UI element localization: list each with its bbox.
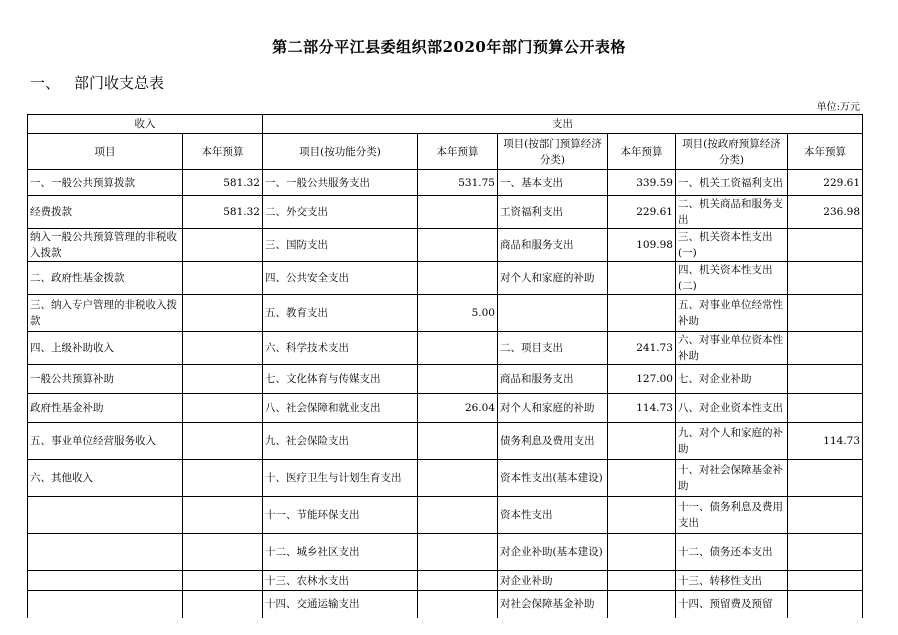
- table-row: [28, 262, 863, 295]
- dept-econ-item-cell: 对社会保障基金补助: [498, 591, 608, 618]
- income-budget-cell: [183, 394, 263, 423]
- income-budget-cell: 581.32: [183, 170, 263, 196]
- function-budget-cell: [418, 497, 498, 534]
- dept-econ-item-cell: 商品和服务支出: [498, 229, 608, 262]
- column-header: 项目: [28, 134, 183, 170]
- column-header: 项目(按政府预算经济分类): [676, 134, 788, 170]
- function-item-cell: 八、社会保障和就业支出: [263, 394, 418, 423]
- dept-econ-item-cell: 对个人和家庭的补助: [498, 394, 608, 423]
- income-item-cell: 政府性基金补助: [28, 394, 183, 423]
- section-heading: [30, 72, 164, 93]
- income-budget-cell: [183, 262, 263, 295]
- gov-econ-budget-cell: [788, 497, 863, 534]
- table-row: [28, 295, 863, 332]
- gov-econ-budget-cell: [788, 460, 863, 497]
- income-budget-cell: [183, 423, 263, 460]
- gov-econ-budget-cell: [788, 591, 863, 618]
- group-header-row: [28, 115, 863, 134]
- income-budget-cell: [183, 497, 263, 534]
- column-header: 本年预算: [788, 134, 863, 170]
- function-budget-cell: [418, 571, 498, 591]
- income-item-cell: 六、其他收入: [28, 460, 183, 497]
- table-row: [28, 332, 863, 365]
- function-budget-cell: [418, 460, 498, 497]
- function-budget-cell: [418, 423, 498, 460]
- dept-econ-item-cell: 对企业补助(基本建设): [498, 534, 608, 571]
- dept-econ-budget-cell: [608, 534, 676, 571]
- dept-econ-budget-cell: [608, 262, 676, 295]
- gov-econ-item-cell: 六、对事业单位资本性补助: [676, 332, 788, 365]
- dept-econ-item-cell: 工资福利支出: [498, 196, 608, 229]
- page-title: 第二部分平江县委组织部2020年部门预算公开表格: [272, 38, 626, 56]
- function-budget-cell: [418, 229, 498, 262]
- table-row: [28, 196, 863, 229]
- gov-econ-budget-cell: [788, 534, 863, 571]
- budget-summary-table: [27, 114, 863, 618]
- income-item-cell: [28, 571, 183, 591]
- dept-econ-item-cell: 商品和服务支出: [498, 365, 608, 394]
- column-header: 本年预算: [418, 134, 498, 170]
- table-row: [28, 365, 863, 394]
- dept-econ-budget-cell: 114.73: [608, 394, 676, 423]
- function-budget-cell: 26.04: [418, 394, 498, 423]
- income-item-cell: 五、事业单位经营服务收入: [28, 423, 183, 460]
- function-item-cell: 七、文化体育与传媒支出: [263, 365, 418, 394]
- income-item-cell: 经费拨款: [28, 196, 183, 229]
- dept-econ-budget-cell: [608, 460, 676, 497]
- function-budget-cell: [418, 534, 498, 571]
- function-item-cell: 一、一般公共服务支出: [263, 170, 418, 196]
- income-item-cell: [28, 534, 183, 571]
- gov-econ-item-cell: 一、机关工资福利支出: [676, 170, 788, 196]
- unit-label: 单位:万元: [816, 102, 860, 113]
- gov-econ-item-cell: 九、对个人和家庭的补助: [676, 423, 788, 460]
- income-item-cell: 四、上级补助收入: [28, 332, 183, 365]
- gov-econ-item-cell: 十四、预留费及预留: [676, 591, 788, 618]
- gov-econ-budget-cell: 229.61: [788, 170, 863, 196]
- income-item-cell: 一、一般公共预算拨款: [28, 170, 183, 196]
- function-budget-cell: 531.75: [418, 170, 498, 196]
- table-row: [28, 534, 863, 571]
- dept-econ-budget-cell: 339.59: [608, 170, 676, 196]
- column-header: 项目(按功能分类): [263, 134, 418, 170]
- dept-econ-budget-cell: 241.73: [608, 332, 676, 365]
- function-item-cell: 十、医疗卫生与计划生育支出: [263, 460, 418, 497]
- income-budget-cell: [183, 295, 263, 332]
- dept-econ-budget-cell: 229.61: [608, 196, 676, 229]
- gov-econ-budget-cell: [788, 332, 863, 365]
- income-item-cell: [28, 591, 183, 618]
- section-title: 部门收支总表: [74, 74, 165, 92]
- gov-econ-item-cell: 四、机关资本性支出(二): [676, 262, 788, 295]
- function-item-cell: 二、外交支出: [263, 196, 418, 229]
- income-item-cell: 纳入一般公共预算管理的非税收入拨款: [28, 229, 183, 262]
- dept-econ-item-cell: 二、项目支出: [498, 332, 608, 365]
- dept-econ-budget-cell: [608, 571, 676, 591]
- dept-econ-item-cell: 资本性支出(基本建设): [498, 460, 608, 497]
- dept-econ-item-cell: 一、基本支出: [498, 170, 608, 196]
- function-budget-cell: [418, 196, 498, 229]
- function-budget-cell: [418, 262, 498, 295]
- dept-econ-item-cell: 资本性支出: [498, 497, 608, 534]
- gov-econ-budget-cell: 236.98: [788, 196, 863, 229]
- income-item-cell: [28, 497, 183, 534]
- dept-econ-budget-cell: [608, 295, 676, 332]
- dept-econ-item-cell: 对个人和家庭的补助: [498, 262, 608, 295]
- function-item-cell: 六、科学技术支出: [263, 332, 418, 365]
- gov-econ-budget-cell: [788, 262, 863, 295]
- dept-econ-budget-cell: [608, 423, 676, 460]
- column-header: 本年预算: [608, 134, 676, 170]
- table-row: [28, 170, 863, 196]
- table-row: [28, 229, 863, 262]
- income-item-cell: 二、政府性基金拨款: [28, 262, 183, 295]
- dept-econ-budget-cell: [608, 591, 676, 618]
- function-item-cell: 三、国防支出: [263, 229, 418, 262]
- dept-econ-item-cell: 对企业补助: [498, 571, 608, 591]
- function-item-cell: 十四、交通运输支出: [263, 591, 418, 618]
- gov-econ-item-cell: 八、对企业资本性支出: [676, 394, 788, 423]
- function-budget-cell: [418, 591, 498, 618]
- dept-econ-budget-cell: 127.00: [608, 365, 676, 394]
- column-header: 本年预算: [183, 134, 263, 170]
- income-item-cell: 三、纳入专户管理的非税收入拨款: [28, 295, 183, 332]
- table-row: [28, 591, 863, 618]
- gov-econ-item-cell: 十三、转移性支出: [676, 571, 788, 591]
- column-header-row: [28, 134, 863, 170]
- income-budget-cell: [183, 365, 263, 394]
- function-item-cell: 十二、城乡社区支出: [263, 534, 418, 571]
- income-budget-cell: [183, 591, 263, 618]
- dept-econ-budget-cell: 109.98: [608, 229, 676, 262]
- expense-group-header: 支出: [263, 115, 863, 134]
- gov-econ-budget-cell: [788, 295, 863, 332]
- gov-econ-budget-cell: [788, 365, 863, 394]
- income-budget-cell: [183, 332, 263, 365]
- function-budget-cell: [418, 365, 498, 394]
- gov-econ-budget-cell: 114.73: [788, 423, 863, 460]
- table-row: [28, 423, 863, 460]
- gov-econ-item-cell: 七、对企业补助: [676, 365, 788, 394]
- function-item-cell: 十一、节能环保支出: [263, 497, 418, 534]
- function-item-cell: 十三、农林水支出: [263, 571, 418, 591]
- function-budget-cell: 5.00: [418, 295, 498, 332]
- gov-econ-item-cell: 十、对社会保障基金补助: [676, 460, 788, 497]
- dept-econ-budget-cell: [608, 497, 676, 534]
- dept-econ-item-cell: [498, 295, 608, 332]
- function-item-cell: 四、公共安全支出: [263, 262, 418, 295]
- table-row: [28, 571, 863, 591]
- gov-econ-budget-cell: [788, 229, 863, 262]
- column-header: 项目(按部门预算经济分类): [498, 134, 608, 170]
- gov-econ-item-cell: 十一、债务利息及费用支出: [676, 497, 788, 534]
- income-budget-cell: [183, 229, 263, 262]
- section-number: 一、: [30, 74, 61, 92]
- income-group-header: 收入: [28, 115, 263, 134]
- dept-econ-item-cell: 债务利息及费用支出: [498, 423, 608, 460]
- function-item-cell: 九、社会保险支出: [263, 423, 418, 460]
- function-budget-cell: [418, 332, 498, 365]
- gov-econ-item-cell: 五、对事业单位经常性补助: [676, 295, 788, 332]
- table-row: [28, 460, 863, 497]
- table-row: [28, 497, 863, 534]
- gov-econ-budget-cell: [788, 394, 863, 423]
- income-budget-cell: 581.32: [183, 196, 263, 229]
- table-row: [28, 394, 863, 423]
- gov-econ-item-cell: 十二、债务还本支出: [676, 534, 788, 571]
- gov-econ-item-cell: 二、机关商品和服务支出: [676, 196, 788, 229]
- income-budget-cell: [183, 571, 263, 591]
- income-item-cell: 一般公共预算补助: [28, 365, 183, 394]
- gov-econ-budget-cell: [788, 571, 863, 591]
- income-budget-cell: [183, 460, 263, 497]
- income-budget-cell: [183, 534, 263, 571]
- gov-econ-item-cell: 三、机关资本性支出(一): [676, 229, 788, 262]
- function-item-cell: 五、教育支出: [263, 295, 418, 332]
